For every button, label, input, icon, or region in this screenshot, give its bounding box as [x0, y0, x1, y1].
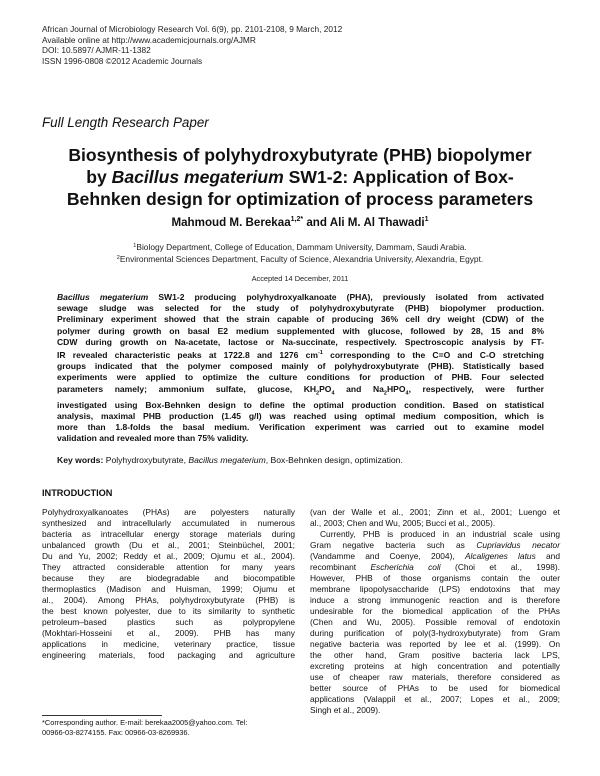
paper-type: Full Length Research Paper: [42, 115, 209, 130]
text-line: during purification of poly(3-hydroxybutyrate) from Gram: [310, 628, 560, 638]
text-line: induce a strong immunogenic reaction and is therefore: [310, 595, 560, 605]
title-line-2: by Bacillus megaterium SW1-2: Application of Box-: [86, 167, 514, 187]
text-line: recombinant Escherichia coli (Choi et al., 1998).: [310, 562, 561, 572]
title-line-3: Behnken design for optimization of process parameters: [66, 189, 534, 209]
text-line: use of cheaper raw materials, therefore considered as: [310, 672, 560, 682]
text-line: Du and Yu, 2002; Reddy et al., 2009; Ojumu et al., 2004).: [42, 551, 295, 561]
text-line: excreting proteins at high concentration and potentially: [310, 661, 560, 671]
text-line: applications (Valappil et al., 2007; Lopes et al., 2009;: [310, 694, 560, 704]
text-line: They attracted considerable attention for many years: [42, 562, 295, 572]
text-line: Singh et al., 2009).: [310, 705, 381, 715]
text-line: better source of PHAs to be used for biomedical: [310, 683, 560, 693]
text-line: unbalanced growth (Du et al., 2001; Steinbüchel, 2001;: [42, 540, 295, 550]
text-line: because they are biodegradable and biocompatible: [42, 573, 295, 583]
text-line: synthesized and intracellularly accumulated in numerous: [42, 518, 295, 528]
footnote-divider: [42, 715, 162, 716]
journal-issn: ISSN 1996-0808 ©2012 Academic Journals: [42, 55, 203, 66]
text-line: (van der Walle et al., 2001; Zinn et al., 2001; Luengo et: [310, 507, 560, 517]
text-line: (Mokhtari-Hosseini et al., 2009). PHB has many: [42, 628, 295, 638]
section-heading-introduction: INTRODUCTION: [42, 488, 113, 498]
text-line: thermoplastics (Madison and Huisman, 1999; Ojumu et: [42, 584, 295, 594]
abstract: Bacillus megaterium SW1-2 producing polyhydroxyalkanoate (PHA), previously isolated from activated sewage sludge was selected for the study of polyhydroxybutyrate (PHB) biopolymer production. Preliminary experiment showed that the strain capable of producing 36% cell dry weight (CDW) of the polymer during growth on basal E2 medium supplemented with glucose, followed by 28, 15 and 8% CDW during growth on Na-acetate, lactose or Na-succinate, respectively. Spectroscopic analysis by FT- IR revealed characteristic peaks at 1722.8 and 1276 $cm^{-1}$ corresponding to the C=O and C-O stretching groups indicated that the polymer composed mainly of polyhydroxybutyrate (PHB). Statistically based experiments were applied to optimize the culture conditions for production of PHB. Four selected parameters namely; ammonium sulfate, glucose, $KH_2PO_4$ and $Na_2HPO_4$, respectively, were further investigated using Box-Behnken design to define the optimal production condition. Based on statistical analysis, maximal PHB production (1.45 g/l) was reached using optimal medium composition, which is more than 1.8-folds the basal medium. Verification experiment was carried out to examine model validation and revealed more than 75% validity.: [57, 292, 544, 444]
affiliations: [0, 241, 600, 265]
journal-doi: DOI: 10.5897/ AJMR-11-1382: [42, 45, 151, 56]
affiliation-1: $^1$Biology Department, College of Education, Dammam University, Dammam, Saudi Arabia.: [133, 242, 467, 252]
right-column-text: [310, 507, 560, 716]
author-1: Mahmoud M. Berekaa: [171, 216, 291, 229]
affiliation-2: $^2$Environmental Sciences Department, Faculty of Science, Alexandria University, Alexandria, Egypt.: [116, 253, 484, 264]
title-species: Bacillus megaterium: [111, 167, 284, 187]
text-line: Polyhydroxyalkanoates (PHAs) are polyesters naturally: [42, 507, 295, 517]
text-line: the other hand, Gram positive bacteria lack LPS,: [310, 650, 560, 660]
text-line: bacteria as intracellular energy storage materials during: [42, 529, 295, 539]
text-line: al., 2003; Chen and Wu, 2005; Bucci et al., 2005).: [310, 518, 496, 528]
text-line: al., 2004). Among PHAs, polyhydroxybutyrate (PHB) is: [42, 595, 295, 605]
author-2: Ali M. Al Thawadi: [329, 216, 425, 229]
author-list: Mahmoud M. Berekaa$^{1,2*}$ and Ali M. Al Thawadi$^1$: [171, 216, 429, 229]
text-line: Gram negative bacteria such as Cupriavidus necator: [310, 540, 560, 550]
text-line: applications in medicine, veterinary practice, tissue: [42, 639, 295, 649]
text-line: (Vandamme and Coenye, 2004), Alcaligenes latus and: [310, 551, 561, 561]
journal-header: [42, 24, 342, 66]
journal-citation: African Journal of Microbiology Research Vol. 6(9), pp. 2101-2108, 9 March, 2012: [42, 24, 343, 34]
text-line: Currently, PHB is produced in an industrial scale using: [320, 529, 560, 539]
title-line-1: Biosynthesis of polyhydroxybutyrate (PHB) biopolymer: [68, 145, 532, 165]
accepted-date: Accepted 14 December, 2011: [251, 274, 349, 283]
text-line: (Chen and Wu, 2005). Possible removal of endotoxin: [310, 617, 560, 627]
text-line: negative bacteria was reported by lee et al. (1999). On: [310, 639, 560, 649]
text-line: However, PHB of those organisms contain the outer: [310, 573, 560, 583]
text-line: engineering materials, food packaging and agriculture: [42, 650, 295, 660]
text-line: undesirable for the biomedical application of the PHAs: [310, 606, 560, 616]
corresponding-author-footnote: *Corresponding author. E-mail: berekaa2005@yahoo.com. Tel: 00966-03-8274155. Fax: 00966-03-8269936.: [42, 718, 248, 737]
paper-title: [0, 144, 600, 210]
text-line: petroleum–based plastics such as polypropylene: [42, 617, 295, 627]
keywords-label: Key words:: [57, 455, 104, 465]
text-line: the best known polyester, due to its similarity to synthetic: [42, 606, 295, 616]
journal-url[interactable]: Available online at http://www.academicjournals.org/AJMR: [42, 34, 256, 45]
left-column-text: [42, 507, 295, 661]
text-line: membrane lipopolysaccharide (LPS) endotoxins that may: [310, 584, 560, 594]
keywords: Key words: Polyhydroxybutyrate, Bacillus megaterium, Box-Behnken design, optimization.: [57, 455, 403, 465]
